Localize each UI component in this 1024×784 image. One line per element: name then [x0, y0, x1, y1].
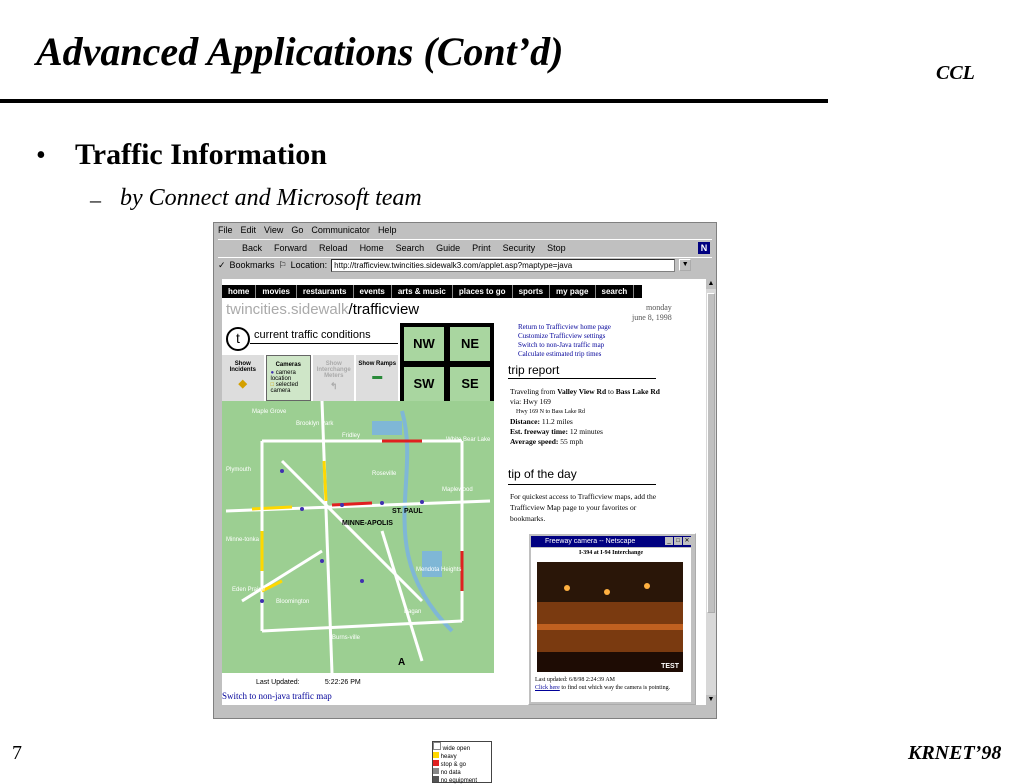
- sky: [537, 562, 683, 602]
- bookmarks-button[interactable]: Bookmarks: [229, 260, 275, 270]
- street-light-2: [604, 589, 610, 595]
- scroll-up-icon[interactable]: ▲: [707, 280, 715, 287]
- map-label-brooklyn-park: Brooklyn Park: [296, 421, 334, 427]
- trip-distance: 11.2 miles: [541, 417, 573, 426]
- trip-report: [510, 387, 660, 447]
- legend-no-equipment-label: no equipment: [440, 778, 478, 784]
- trip-speed-line: [510, 437, 660, 447]
- road-diagonal: [282, 461, 422, 601]
- meter-icon: ↰: [329, 381, 338, 391]
- bullet-text: Traffic Information: [75, 138, 327, 171]
- legend-wide-open: [433, 742, 491, 752]
- legend-stop-go: [433, 760, 491, 768]
- legend-no-data: [433, 768, 491, 776]
- trip-to-word: to: [608, 387, 614, 396]
- search-button[interactable]: Search: [395, 243, 425, 253]
- nav-home[interactable]: home: [222, 285, 256, 298]
- location-bar: [218, 257, 712, 272]
- legend-no-data-label: no data: [440, 770, 461, 776]
- legend-stop-go-swatch: [433, 760, 439, 766]
- street-light-3: [644, 583, 650, 589]
- legend-no-data-swatch: [433, 768, 439, 774]
- close-icon[interactable]: ✕: [684, 538, 690, 544]
- menu-bar: [218, 225, 396, 239]
- browser-window: [213, 222, 717, 784]
- camera-marker-6: [360, 579, 364, 583]
- legend-no-equipment: [433, 776, 491, 784]
- interchange-meters-toggle[interactable]: [313, 355, 355, 401]
- page-day: monday: [646, 303, 672, 312]
- site-title-prefix: twincities.sidewalk: [226, 301, 349, 318]
- menu-go[interactable]: Go: [291, 225, 304, 235]
- camera-marker-4: [420, 500, 424, 504]
- selected-camera-label: selected camera: [270, 382, 299, 394]
- show-incidents-label: Show Incidents: [229, 361, 256, 373]
- tip-text: For quickest access to Trafficview maps, add the Trafficview Map page to your favorites or bookmarks.: [510, 492, 657, 523]
- north-arrow-icon: A: [398, 657, 406, 668]
- site-nav-bar: [222, 285, 642, 298]
- camera-test-stamp: TEST: [661, 663, 679, 670]
- last-updated-label: Last Updated:: [256, 679, 300, 686]
- street-light-1: [564, 585, 570, 591]
- quadrant-se[interactable]: SE: [450, 367, 490, 401]
- cameras-label: Cameras: [275, 362, 301, 368]
- map-label-white-bear-lake: White Bear Lake: [446, 437, 491, 443]
- trip-route: Hwy 169 N to Bass Lake Rd: [516, 409, 585, 415]
- print-button[interactable]: Print: [472, 243, 491, 253]
- stop-button[interactable]: Stop: [547, 243, 566, 253]
- vertical-scrollbar[interactable]: [706, 279, 716, 705]
- camera-marker-5: [320, 559, 324, 563]
- map-label-plymouth: Plymouth: [226, 467, 252, 473]
- legend-wide-open-label: wide open: [442, 746, 471, 752]
- nav-sports[interactable]: sports: [513, 285, 550, 298]
- trip-from-prefix: Traveling from: [510, 387, 556, 396]
- camera-click-here-link[interactable]: Click here: [535, 685, 560, 691]
- map-label-bloomington: Bloomington: [276, 599, 310, 605]
- map-label-st-paul: ST. PAUL: [392, 508, 423, 515]
- camera-marker-1: [300, 507, 304, 511]
- quadrant-ne[interactable]: NE: [450, 327, 490, 361]
- camera-dot-icon: ●: [270, 370, 275, 376]
- legend-heavy-label: heavy: [440, 754, 457, 760]
- scroll-down-icon[interactable]: ▼: [707, 696, 715, 703]
- trafficview-links: [518, 323, 611, 359]
- netscape-logo-icon: N: [698, 242, 710, 254]
- trip-via: via: Hwy 169: [510, 397, 551, 406]
- trip-freeway: 12 minutes: [569, 427, 603, 436]
- footer-label: KRNET’98: [908, 742, 1002, 764]
- last-updated: [256, 679, 361, 686]
- camera-window: [528, 533, 696, 705]
- nav-arts-music[interactable]: arts & music: [392, 285, 453, 298]
- camera-marker-3: [380, 501, 384, 505]
- road-beltline-south: [262, 621, 462, 631]
- trip-speed: 55 mph: [560, 437, 583, 446]
- road-south-west: [242, 551, 322, 601]
- trafficview-logo-icon: t: [226, 327, 250, 351]
- bookmark-icon[interactable]: ✓: [218, 259, 226, 270]
- trip-distance-label: Distance:: [510, 417, 540, 426]
- camera-location-label: camera location: [270, 370, 296, 382]
- camera-location-legend: [267, 370, 310, 382]
- legend-heavy-swatch: [433, 752, 439, 758]
- slide-title: Advanced Applications (Cont’d): [36, 29, 564, 74]
- quadrant-selector: [400, 323, 494, 405]
- maximize-icon[interactable]: □: [674, 537, 682, 545]
- forward-button[interactable]: Forward: [274, 243, 308, 253]
- page-date: [632, 303, 672, 323]
- switch-non-java-link[interactable]: Switch to non-java traffic map: [222, 691, 332, 701]
- camera-marker-7: [280, 469, 284, 473]
- map-label-minnetonka: Minne-tonka: [226, 537, 260, 543]
- overpass: [537, 624, 683, 630]
- map-label-roseville: Roseville: [372, 471, 397, 477]
- menu-edit[interactable]: Edit: [240, 225, 257, 235]
- camera-window-body: [531, 548, 691, 702]
- incident-icon: ◆: [238, 378, 247, 390]
- page-viewport: [222, 279, 706, 784]
- camera-updated: Last updated: 6/8/98 2:24:39 AM: [535, 677, 615, 683]
- map-label-minneapolis: MINNE-APOLIS: [342, 520, 393, 527]
- toolbar-grip-icon[interactable]: [218, 242, 230, 254]
- trip-from: Valley View Rd: [557, 387, 607, 396]
- link-home[interactable]: Return to Trafficview home page: [518, 323, 611, 331]
- camera-image: [537, 562, 683, 672]
- page-number: 7: [12, 742, 22, 764]
- camera-click-line: [535, 684, 670, 692]
- quadrant-nw[interactable]: NW: [404, 327, 444, 361]
- map-label-eden-prairie: Eden Prairie: [232, 587, 266, 593]
- back-button[interactable]: Back: [242, 243, 263, 253]
- interchange-meters-label: Show Interchange Meters: [316, 361, 351, 379]
- link-customize[interactable]: Customize Trafficview settings: [518, 332, 606, 340]
- legend-stop-go-label: stop & go: [440, 762, 467, 768]
- nav-restaurants[interactable]: restaurants: [297, 285, 354, 298]
- menu-view[interactable]: View: [264, 225, 284, 235]
- camera-marker-8: [260, 599, 264, 603]
- nav-places-to-go[interactable]: places to go: [453, 285, 513, 298]
- show-incidents-toggle[interactable]: [222, 355, 264, 401]
- status-bar: [218, 707, 712, 717]
- location-icon: ⚐: [278, 259, 287, 270]
- map-label-fridley: Fridley: [342, 433, 361, 439]
- cameras-toggle[interactable]: [266, 355, 311, 401]
- navigation-toolbar: [218, 239, 712, 256]
- map-label-maplewood: Maplewood: [442, 487, 473, 493]
- title-divider: [0, 99, 828, 103]
- trip-distance-line: [510, 417, 660, 427]
- subbullet-marker: –: [90, 187, 101, 212]
- nav-movies[interactable]: movies: [256, 285, 297, 298]
- tip-title: tip of the day: [508, 467, 577, 481]
- link-trip-times[interactable]: Calculate estimated trip times: [518, 350, 602, 358]
- trip-from-line: [510, 387, 660, 397]
- trip-speed-label: Average speed:: [510, 437, 559, 446]
- menu-help[interactable]: Help: [377, 225, 397, 235]
- trip-report-title: trip report: [508, 363, 560, 377]
- location-label: Location:: [290, 260, 328, 270]
- nav-search[interactable]: search: [596, 285, 635, 298]
- tip-divider: [508, 484, 656, 485]
- site-title-suffix: /trafficview: [348, 301, 420, 318]
- road-west-east-heavy: [252, 507, 292, 509]
- road-north-south-heavy: [324, 461, 326, 501]
- menu-file[interactable]: File: [218, 225, 233, 235]
- trip-to: Bass Lake Rd: [615, 387, 660, 396]
- camera-click-rest: to find out which way the camera is pointing.: [559, 685, 671, 691]
- scrollbar-thumb[interactable]: [707, 293, 715, 613]
- camera-marker-2: [340, 503, 344, 507]
- nav-my-page[interactable]: my page: [550, 285, 595, 298]
- river: [402, 411, 452, 631]
- map-label-mendota-heights: Mendota Heights: [416, 567, 462, 573]
- show-ramps-toggle[interactable]: [356, 355, 398, 401]
- ramp-icon: ▬: [372, 371, 383, 382]
- traffic-legend: [432, 741, 492, 783]
- quadrant-sw[interactable]: SW: [404, 367, 444, 401]
- legend-heavy: [433, 752, 491, 760]
- menu-communicator[interactable]: Communicator: [311, 225, 370, 235]
- camera-image-svg: [537, 562, 683, 672]
- camera-window-title: Freeway camera -- Netscape: [531, 536, 691, 547]
- nav-events[interactable]: events: [354, 285, 392, 298]
- lake-1: [372, 421, 402, 435]
- trip-report-divider: [508, 378, 656, 379]
- chevron-down-icon[interactable]: ▼: [679, 259, 691, 271]
- legend-no-equipment-swatch: [433, 776, 439, 782]
- legend-wide-open-swatch: [433, 742, 441, 750]
- selected-camera-legend: [267, 382, 310, 394]
- conditions-title: current traffic conditions: [254, 329, 371, 341]
- reload-button[interactable]: Reload: [319, 243, 348, 253]
- url-field[interactable]: http://trafficview.twincities.sidewalk3.com/applet.asp?maptype=java: [331, 259, 675, 272]
- guide-button[interactable]: Guide: [436, 243, 461, 253]
- corner-label: CCL: [936, 62, 975, 84]
- page-date-value: june 8, 1998: [632, 313, 672, 322]
- security-button[interactable]: Security: [502, 243, 536, 253]
- map-label-burnsville: Burns-ville: [332, 635, 361, 641]
- subbullet-text: by Connect and Microsoft team: [120, 185, 422, 211]
- lake-2: [422, 551, 442, 577]
- camera-window-controls: [665, 537, 691, 545]
- traffic-map-svg: [222, 401, 494, 673]
- trip-freeway-label: Est. freeway time:: [510, 427, 568, 436]
- minimize-icon[interactable]: _: [665, 537, 673, 545]
- conditions-divider: [250, 343, 398, 344]
- map-label-maple-grove: Maple Grove: [252, 409, 287, 415]
- camera-footer: [535, 676, 670, 692]
- map-controls: [222, 355, 398, 401]
- show-ramps-label: Show Ramps: [358, 361, 397, 367]
- last-updated-time: 5:22:26 PM: [324, 679, 361, 686]
- map-label-eagan: Eagan: [404, 609, 422, 615]
- selected-camera-icon: □: [270, 382, 275, 388]
- trip-freeway-line: [510, 427, 660, 437]
- site-title: [226, 301, 419, 318]
- road-i94-stopgo: [332, 503, 372, 505]
- camera-caption: I-394 at I-94 Interchange: [578, 550, 644, 556]
- bullet-marker: •: [36, 140, 46, 171]
- link-non-java[interactable]: Switch to non-Java traffic map: [518, 341, 605, 349]
- home-button[interactable]: Home: [359, 243, 384, 253]
